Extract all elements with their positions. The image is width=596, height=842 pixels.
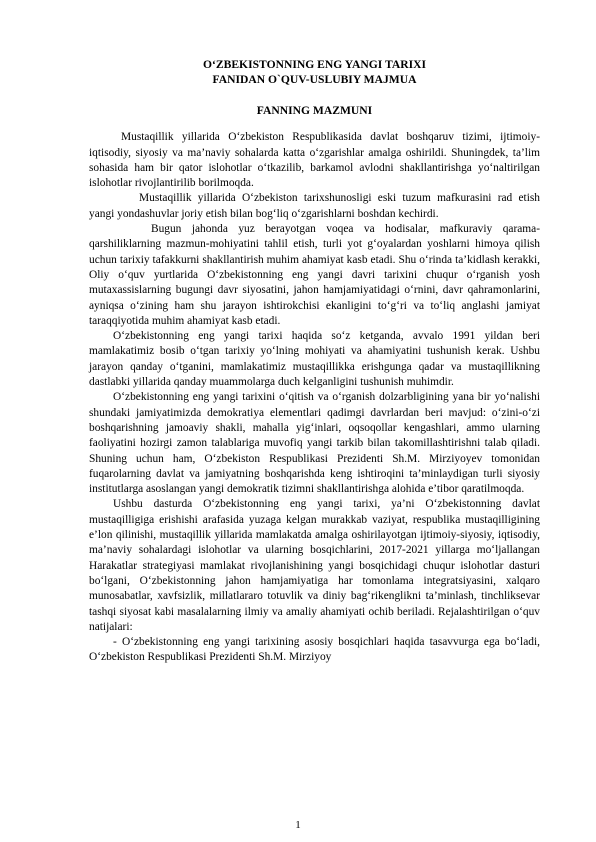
paragraph: Mustaqillik yillarida O‘zbekiston tarixshunosligi eski tuzum mafkurasini rad etish yangi yondashuvlar joriy etish bilan bog‘liq o‘zgarishlarni boshdan kechirdi. bbox=[89, 192, 540, 220]
document-title-line-1: O‘ZBEKISTONNING ENG YANGI TARIXI bbox=[202, 58, 427, 71]
paragraph: - O‘zbekistonning eng yangi tarixining asosiy bosqichlari haqida tasavvurga ega bo‘ladi, O‘zbekiston Respublikasi Prezidenti Sh.M. Mirziyoy bbox=[89, 636, 540, 664]
paragraph: Mustaqillik yillarida O‘zbekiston Respublikasida davlat boshqaruv tizimi, ijtimoiy-iqtisodiy, siyosiy va ma’naviy sohalarda katta o‘zgarishlar amalga oshirildi. Shuningdek, ta’lim sohasida ham bir qator islohotlar o‘tkazilib, barkamol avlodni shakllantirishga yo‘naltirilgan islohotlar rivojlantirilib borilmoqda. bbox=[89, 131, 540, 190]
document-title-line-2: FANIDAN O`QUV-USLUBIY MAJMUA bbox=[212, 72, 417, 86]
section-heading: FANNING MAZMUNI bbox=[256, 104, 373, 117]
paragraph: Bugun jahonda yuz berayotgan voqea va hodisalar, mafkuraviy qarama-qarshiliklarning mazmun-mohiyatini tahlil etish, turli yot g‘oyalardan yoshlarni himoya qilish uchun tarixiy tafakkurni shakllantirish muhim ahamiyat kasb etadi. Shu o‘rinda ta’kidlash kerakki, Oliy o‘quv yurtlarida O‘zbekistonning eng yangi davri tarixini chuqur o‘rganish yosh mutaxassislarning bugungi davr siyosatini, jahon hamjamiyatidagi o‘rnini, davr qahramonlarini, ayniqsa o‘zining ham shu jarayon ishtirokchisi ekanligini to‘g‘ri va to‘liq anglashi jamiyat taraqqiyotida muhim ahamiyat kasb etadi. bbox=[89, 223, 540, 327]
page-number: 1 bbox=[295, 819, 301, 831]
paragraph: O‘zbekistonning eng yangi tarixini o‘qitish va o‘rganish dolzarbligining yana bir yo‘nalishi shundaki jamiyatimizda demokratiya elementlari qadimgi davrlardan beri mavjud: o‘zini-o‘zi boshqarishning jamoaviy shakli, mahalla yig‘inlari, oqsoqollar kengashlari, ammo ularning faoliyatini hozirgi zamon talablariga muvofiq yangi tarkib bilan takomillashtirishni talab qiladi. Shuning uchun ham, O‘zbekiston Respublikasi Prezidenti Sh.M. Mirziyoyev tomonidan fuqarolarning davlat va jamiyatning boshqarishda keng ishtiroqini ta’minlaydigan turli siyosiy institutlarga asoslangan yangi demokratik tizimni shakllantirishga alohida e’tibor qaratilmoqda. bbox=[89, 391, 540, 496]
paragraph: O‘zbekistonning eng yangi tarixi haqida so‘z ketganda, avvalo 1991 yildan beri mamlakatimiz bosib o‘tgan tarixiy yo‘lning mohiyati va ahamiyatini tushunish kerak. Ushbu jarayon qanday o‘tganini, mamlakatimiz mustaqillikka erishgunga qadar va mustaqillikning dastlabki yillarida qanday muammolarga duch kelganligini tushunish muhimdir. bbox=[89, 330, 540, 389]
paragraph: Ushbu dasturda O‘zbekistonning eng yangi tarixi, ya’ni O‘zbekistonning davlat mustaqilligiga erishishi arafasida yuzaga kelgan murakkab vaziyat, respublika mustaqilligining e’lon qilinishi, mustaqillik yillarida mamlakatda amalga oshirilayotgan ijtimoiy-siyosiy, iqtisodiy, ma’naviy sohalardagi islohotlar va ularning bosqichlarini, 2017-2021 yillarga mo‘ljallangan Harakatlar strategiyasi mamlakat rivojlanishining yangi bosqichidagi chuqur islohotlar dasturi bo‘lgani, O‘zbekistonning jahon hamjamiyatiga har tomonlama integratsiyasini, xalqaro munosabatlar, xavfsizlik, millatlararo totuvlik va diniy bag‘rikenglikni ta’minlash, tinchliksevar tashqi siyosat kabi masalalarning ilmiy va amaliy ahamiyati ochib beriladi. Rejalashtirilgan o‘quv natijalari: bbox=[89, 498, 540, 633]
document-body bbox=[89, 130, 540, 665]
